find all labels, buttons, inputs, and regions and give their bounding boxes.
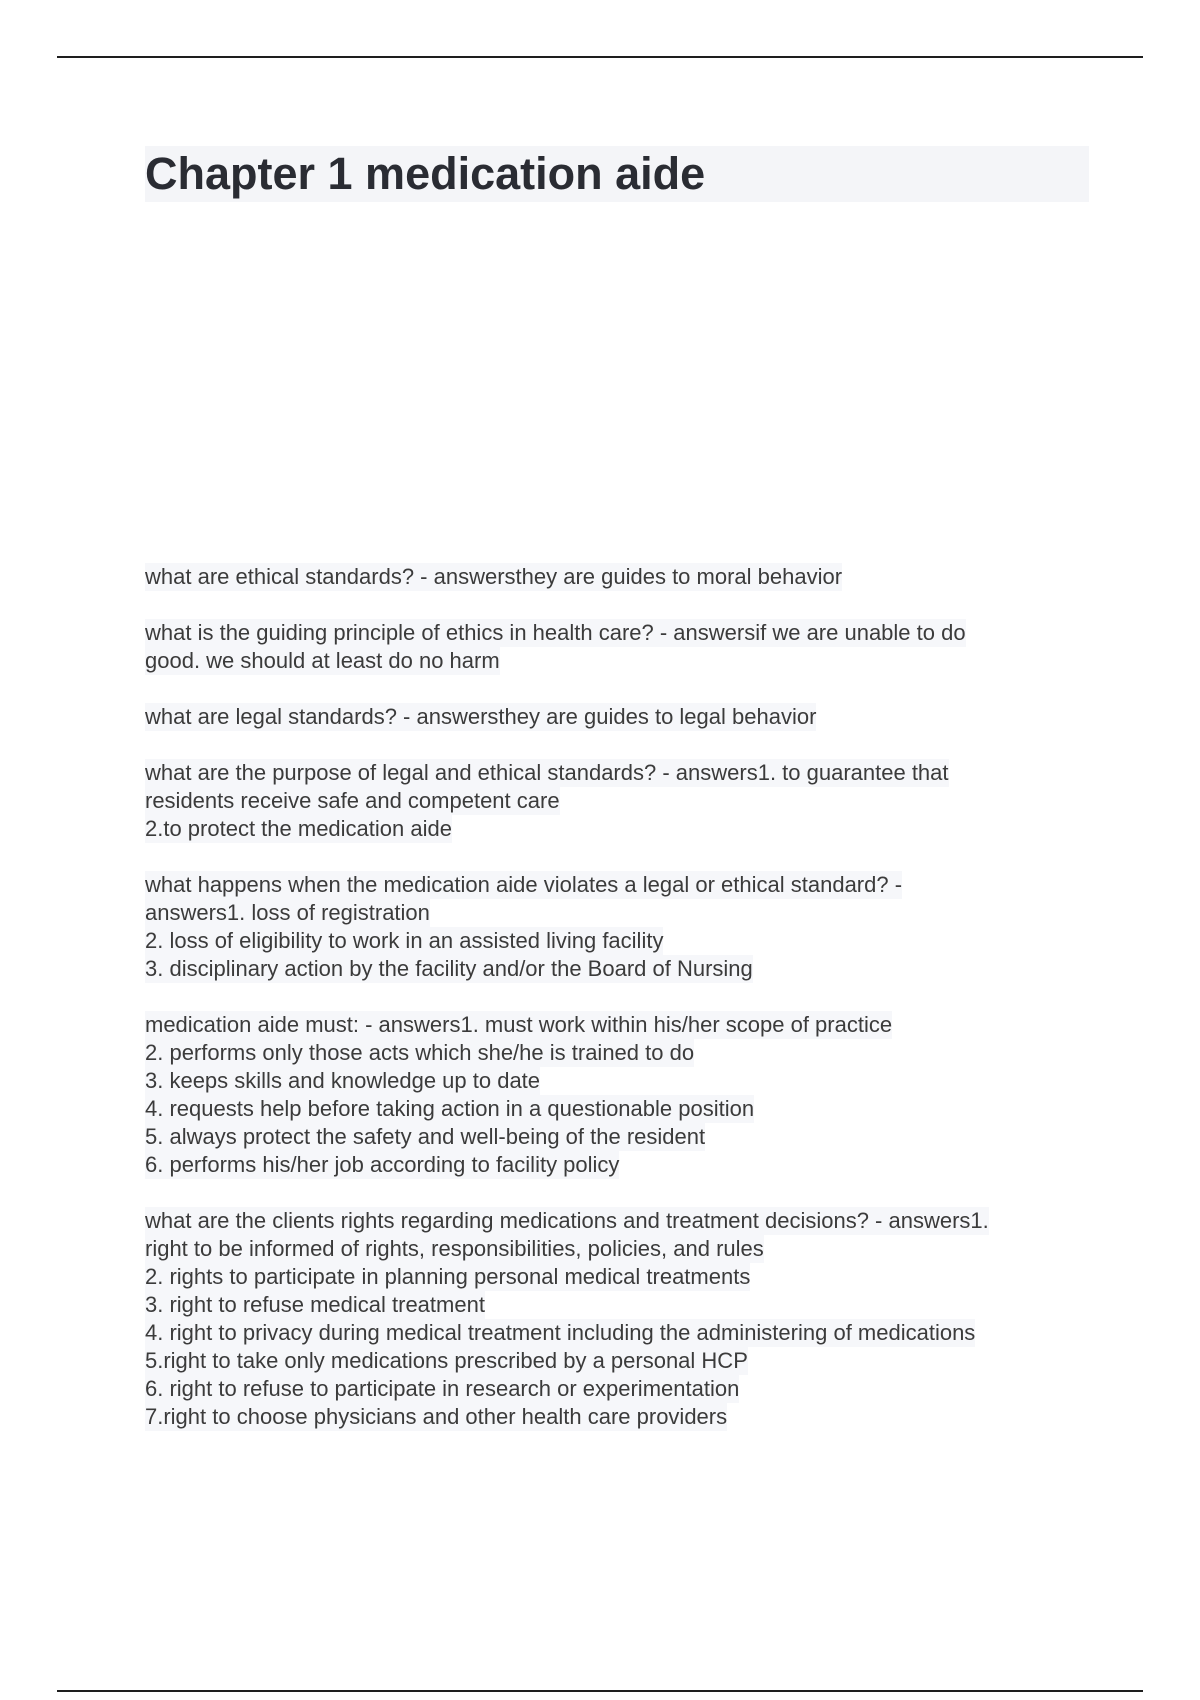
qa-line: 5. always protect the safety and well-being of the resident	[145, 1124, 706, 1149]
qa-item-purpose-of-standards	[145, 759, 1089, 843]
page-title: Chapter 1 medication aide	[145, 148, 706, 199]
qa-line: 6. performs his/her job according to facility policy	[145, 1152, 620, 1177]
qa-line: residents receive safe and competent care	[145, 788, 560, 813]
qa-item-violations	[145, 871, 1089, 983]
qa-line: what happens when the medication aide violates a legal or ethical standard? -	[145, 872, 903, 897]
qa-line: 6. right to refuse to participate in research or experimentation	[145, 1376, 740, 1401]
qa-line: 4. requests help before taking action in a questionable position	[145, 1096, 755, 1121]
qa-line: 2. rights to participate in planning personal medical treatments	[145, 1264, 751, 1289]
qa-line: what are the clients rights regarding medications and treatment decisions? - answers1.	[145, 1208, 989, 1233]
qa-item-guiding-principle	[145, 619, 1089, 675]
qa-item-legal-standards	[145, 703, 1089, 731]
qa-line: 3. right to refuse medical treatment	[145, 1292, 485, 1317]
qa-line: what are legal standards? - answersthey are guides to legal behavior	[145, 704, 817, 729]
bottom-divider	[57, 1690, 1143, 1692]
qa-line: 7.right to choose physicians and other health care providers	[145, 1404, 728, 1429]
qa-line: 3. disciplinary action by the facility and/or the Board of Nursing	[145, 956, 753, 981]
qa-line: 2.to protect the medication aide	[145, 816, 452, 841]
qa-item-aide-must	[145, 1011, 1089, 1179]
qa-line: 3. keeps skills and knowledge up to date	[145, 1068, 541, 1093]
qa-line: answers1. loss of registration	[145, 900, 430, 925]
top-divider	[57, 56, 1143, 58]
qa-line: 2. performs only those acts which she/he is trained to do	[145, 1040, 695, 1065]
qa-line: 2. loss of eligibility to work in an assisted living facility	[145, 928, 664, 953]
qa-line: 5.right to take only medications prescribed by a personal HCP	[145, 1348, 748, 1373]
qa-line: good. we should at least do no harm	[145, 648, 500, 673]
qa-line: right to be informed of rights, responsibilities, policies, and rules	[145, 1236, 764, 1261]
qa-line: what are ethical standards? - answersthey are guides to moral behavior	[145, 564, 843, 589]
qa-item-ethical-standards	[145, 563, 1089, 591]
qa-line: what are the purpose of legal and ethical standards? - answers1. to guarantee that	[145, 760, 949, 785]
qa-item-client-rights	[145, 1207, 1089, 1431]
qa-line: what is the guiding principle of ethics in health care? - answersif we are unable to do	[145, 620, 966, 645]
qa-list	[145, 563, 1089, 1459]
qa-line: 4. right to privacy during medical treatment including the administering of medications	[145, 1320, 976, 1345]
title-block	[145, 146, 1089, 202]
qa-line: medication aide must: - answers1. must work within his/her scope of practice	[145, 1012, 893, 1037]
